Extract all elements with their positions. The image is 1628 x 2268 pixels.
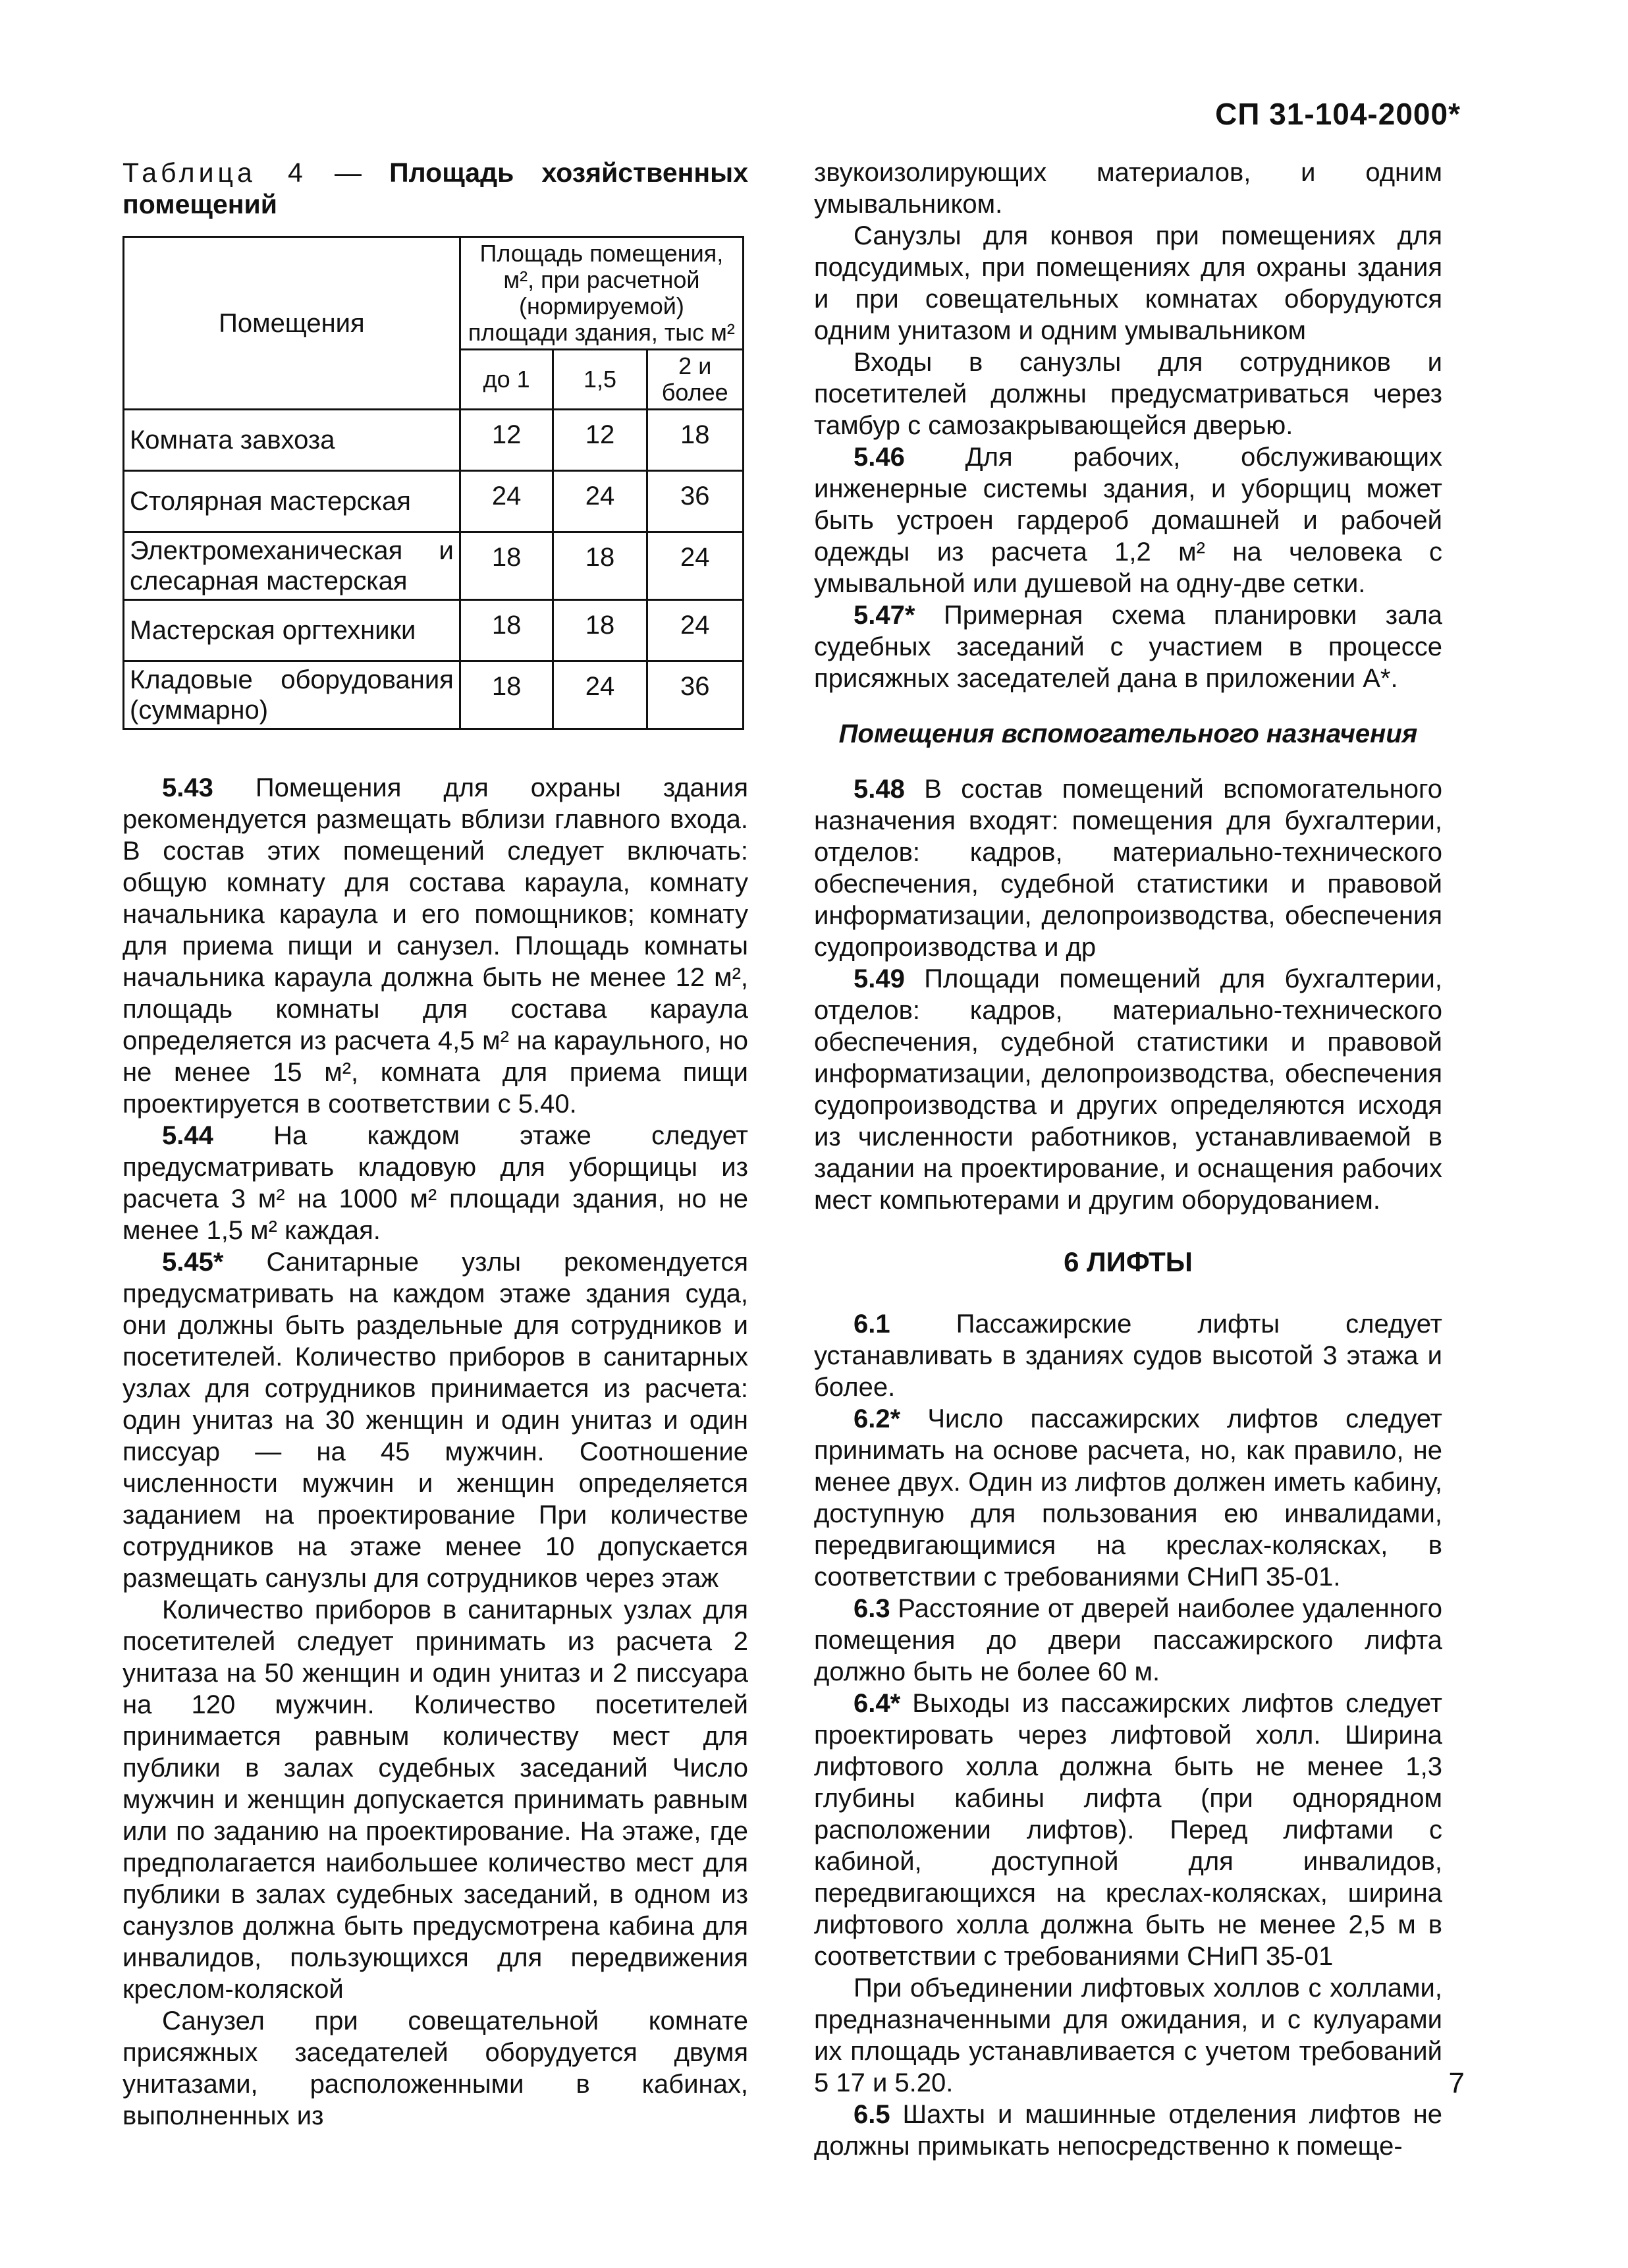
- clause-number: 6.3: [854, 1594, 890, 1623]
- table-label: Таблица 4: [122, 157, 307, 188]
- cell-value: 18: [553, 600, 647, 661]
- table-row: [124, 600, 744, 661]
- header-1-5: 1,5: [553, 350, 647, 410]
- paragraph: [122, 1120, 748, 1246]
- paragraph-text: Площади помещений для бухгалтерии, отделов: кадров, материально-технического обеспечения, судебной статистики и правовой информатизации, делопроизводства, обеспечения судопроизводства и других определяются исходя из численности работников, устанавливаемой в задании на проектирование, и оснащения рабочих мест компьютерами и другим оборудованием.: [814, 964, 1442, 1215]
- cell-value: 12: [460, 410, 553, 471]
- clause-number: 5.49: [854, 964, 905, 993]
- cell-value: 36: [647, 661, 744, 729]
- paragraph: [122, 1594, 748, 2005]
- left-column: [122, 157, 748, 2132]
- clause-number: 5.44: [162, 1121, 213, 1150]
- paragraph-text: При объединении лифтовых холлов с холлами, предназначенными для ожидания, и с кулуарами их площадь устанавливается с учетом требований 5 17 и 5.20.: [814, 1974, 1442, 2097]
- paragraph-text: Санузел при совещательной комнате присяжных заседателей оборудуется двумя унитазами, расположенными в кабинах, выполненных из: [122, 2006, 748, 2130]
- clause-number: 5.48: [854, 775, 905, 804]
- paragraph-text: На каждом этаже следует предусматривать кладовую для уборщицы из расчета 3 м² на 1000 м² площади здания, но не менее 1,5 м² каждая.: [122, 1121, 748, 1245]
- cell-value: 24: [647, 600, 744, 661]
- section-heading: 6 ЛИФТЫ: [1064, 1246, 1193, 1277]
- cell-value: 24: [553, 471, 647, 532]
- table-row: [124, 471, 744, 532]
- table-row: [124, 532, 744, 600]
- paragraph: [122, 772, 748, 1120]
- paragraph-text: Число пассажирских лифтов следует принимать на основе расчета, но, как правило, не менее двух. Один из лифтов должен иметь кабину, доступную для пользования ею инвалидами, передвигающимися на креслах-колясках, в соответствии с требованиями СНиП 35-01.: [814, 1404, 1442, 1591]
- paragraph-text: Пассажирские лифты следует устанавливать в зданиях судов высотой 3 этажа и более.: [814, 1310, 1442, 1402]
- paragraph-text: звукоизолирующих материалов, и одним умывальником.: [814, 158, 1442, 219]
- paragraph: [814, 773, 1442, 963]
- cell-value: 12: [553, 410, 647, 471]
- paragraph: [814, 1688, 1442, 1972]
- clause-number: 6.2*: [854, 1404, 901, 1433]
- table-row: [124, 410, 744, 471]
- paragraph: [814, 157, 1442, 220]
- cell-value: 18: [460, 600, 553, 661]
- header-2-plus: 2 и более: [647, 350, 744, 410]
- cell-value: 36: [647, 471, 744, 532]
- paragraph: [814, 1593, 1442, 1688]
- paragraph: [814, 220, 1442, 346]
- paragraph-text: Помещения для охраны здания рекомендуется размещать вблизи главного входа. В состав этих помещений следует включать: общую комнату для состава караула, комнату начальника караула и его помощников; комнату для приема пищи и санузел. Площадь комнаты начальника караула должна быть не менее 12 м², площадь комнаты для состава караула определяется из расчета 4,5 м² на караульного, но не менее 15 м², комната для приема пищи проектируется в соответствии с 5.40.: [122, 773, 748, 1119]
- row-name: Мастерская оргтехники: [124, 600, 460, 661]
- paragraph: [814, 441, 1442, 599]
- header-room: Помещения: [124, 237, 460, 410]
- row-name: Кладовые оборудования (суммарно): [124, 661, 460, 729]
- area-table: [122, 236, 744, 730]
- paragraph: [814, 963, 1442, 1216]
- page-number: 7: [1448, 2067, 1465, 2099]
- clause-number: 5.43: [162, 773, 213, 802]
- paragraph-text: Количество приборов в санитарных узлах для посетителей следует принимать из расчета 2 унитаза на 50 женщин и один унитаз и 2 писсуара на 120 мужчин. Количество посетителей принимается равным количеству мест для публики в залах судебных заседаний Число мужчин и женщин допускается принимать равным или по заданию на проектирование. На этаже, где предполагается наибольшее количество мест для публики в залах судебных заседаний, в одном из санузлов должна быть предусмотрена кабина для инвалидов, пользующихся для передвижения креслом-коляской: [122, 1595, 748, 2004]
- paragraph: [814, 1972, 1442, 2099]
- clause-number: 5.47*: [854, 601, 915, 630]
- cell-value: 18: [460, 661, 553, 729]
- clause-number: 5.45*: [162, 1248, 224, 1277]
- paragraph: [814, 1403, 1442, 1593]
- right-column: [814, 157, 1442, 2162]
- cell-value: 24: [553, 661, 647, 729]
- paragraph-text: Выходы из пассажирских лифтов следует проектировать через лифтовой холл. Ширина лифтового холла должна быть не менее 1,3 глубины кабины лифта (при однорядном расположении лифтов). Перед лифтами с кабиной, доступной для инвалидов, передвигающихся на креслах-колясках, ширина лифтового холла должна быть не менее 2,5 м в соответствии с требованиями СНиП 35-01: [814, 1689, 1442, 1971]
- clause-number: 6.5: [854, 2100, 890, 2129]
- cell-value: 18: [460, 532, 553, 600]
- paragraph-text: Входы в санузлы для сотрудников и посетителей должны предусматриваться через тамбур с самозакрывающейся дверью.: [814, 348, 1442, 440]
- header-area-group: Площадь помещения, м², при расчетной (нормируемой) площади здания, тыс м²: [460, 237, 743, 350]
- table-dash: —: [334, 157, 362, 188]
- cell-value: 24: [647, 532, 744, 600]
- subsection-heading: Помещения вспомогательного назначения: [838, 719, 1418, 748]
- header-upto-1: до 1: [460, 350, 553, 410]
- paragraph-text: Примерная схема планировки зала судебных заседаний с участием в процессе присяжных заседателей дана в приложении А*.: [814, 601, 1442, 693]
- paragraph-text: Расстояние от дверей наиболее удаленного помещения до двери пассажирского лифта должно быть не более 60 м.: [814, 1594, 1442, 1686]
- paragraph-text: Санитарные узлы рекомендуется предусматривать на каждом этаже здания суда, они должны быть раздельные для сотрудников и посетителей. Количество приборов в санитарных узлах для сотрудников принимается из расчета: один унитаз на 30 женщин и один унитаз и один писсуар — на 45 мужчин. Соотношение численности мужчин и женщин определяется заданием на проектирование При количестве сотрудников на этаже менее 10 допускается размещать санузлы для сотрудников через этаж: [122, 1248, 748, 1593]
- paragraph: [814, 599, 1442, 694]
- paragraph-text: Санузлы для конвоя при помещениях для подсудимых, при помещениях для охраны здания и при совещательных комнатах оборудуются одним унитазом и одним умывальником: [814, 221, 1442, 345]
- row-name: Столярная мастерская: [124, 471, 460, 532]
- cell-value: 24: [460, 471, 553, 532]
- paragraph-text: Для рабочих, обслуживающих инженерные системы здания, и уборщиц может быть устроен гардероб домашней и рабочей одежды из расчета 1,2 м² на человека с умывальной или душевой на одну-две сетки.: [814, 443, 1442, 598]
- row-name: Комната завхоза: [124, 410, 460, 471]
- clause-number: 6.1: [854, 1310, 890, 1339]
- table-title: Площадь хозяйственных помещений: [122, 157, 748, 219]
- table-row: [124, 661, 744, 729]
- document-code: СП 31-104-2000*: [1215, 97, 1461, 131]
- paragraph: [814, 346, 1442, 441]
- paragraph: [814, 1308, 1442, 1403]
- table-header-row: [124, 237, 744, 350]
- cell-value: 18: [647, 410, 744, 471]
- paragraph-text: Шахты и машинные отделения лифтов не должны примыкать непосредственно к помеще-: [814, 2100, 1442, 2161]
- clause-number: 5.46: [854, 443, 905, 472]
- row-name: Электромеханическая и слесарная мастерская: [124, 532, 460, 600]
- cell-value: 18: [553, 532, 647, 600]
- paragraph: [814, 2099, 1442, 2162]
- paragraph: [122, 1246, 748, 1594]
- paragraph-text: В состав помещений вспомогательного назначения входят: помещения для бухгалтерии, отделов: кадров, материально-технического обеспечения, судебной статистики и правовой информатизации, делопроизводства, обеспечения судопроизводства и др: [814, 775, 1442, 962]
- table-caption: [122, 157, 748, 220]
- clause-number: 6.4*: [854, 1689, 901, 1718]
- paragraph: [122, 2005, 748, 2132]
